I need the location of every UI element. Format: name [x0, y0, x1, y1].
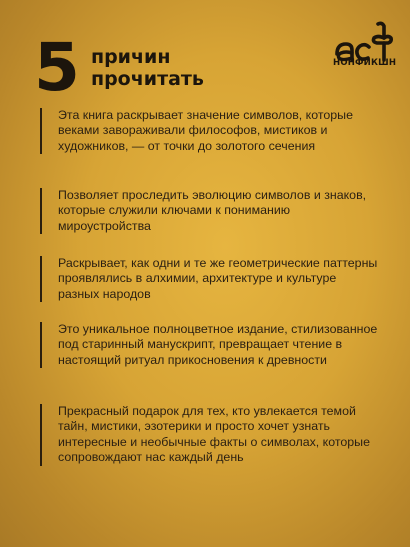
headline	[34, 29, 204, 106]
headline-title-line-2: прочитать	[90, 68, 204, 90]
headline-title-line-1: причин	[90, 46, 171, 68]
reason-item-4: Это уникальное полноцветное издание, стилизованное под старинный манускрипт, превращает чтение в настоящий ритуал прикосновения к древности	[40, 322, 380, 368]
logo-subtitle: НОНФИКШН	[333, 58, 397, 68]
headline-title	[91, 46, 204, 90]
reason-item-5: Прекрасный подарок для тех, кто увлекается темой тайн, мистики, эзотерики и просто хочет узнать интересные и необычные факты о символах, которые сопровождают нас каждый день	[40, 404, 380, 466]
reason-item-1: Эта книга раскрывает значение символов, которые веками завораживали философов, мистиков и художников, — от точки до золотого сечения	[40, 108, 380, 154]
reason-item-2: Позволяет проследить эволюцию символов и знаков, которые служили ключами к пониманию мироустройства	[40, 188, 380, 234]
reason-item-3: Раскрывает, как одни и те же геометрические паттерны проявлялись в алхимии, архитектуре и культуре разных народов	[40, 256, 380, 302]
headline-number: 5	[34, 29, 79, 106]
